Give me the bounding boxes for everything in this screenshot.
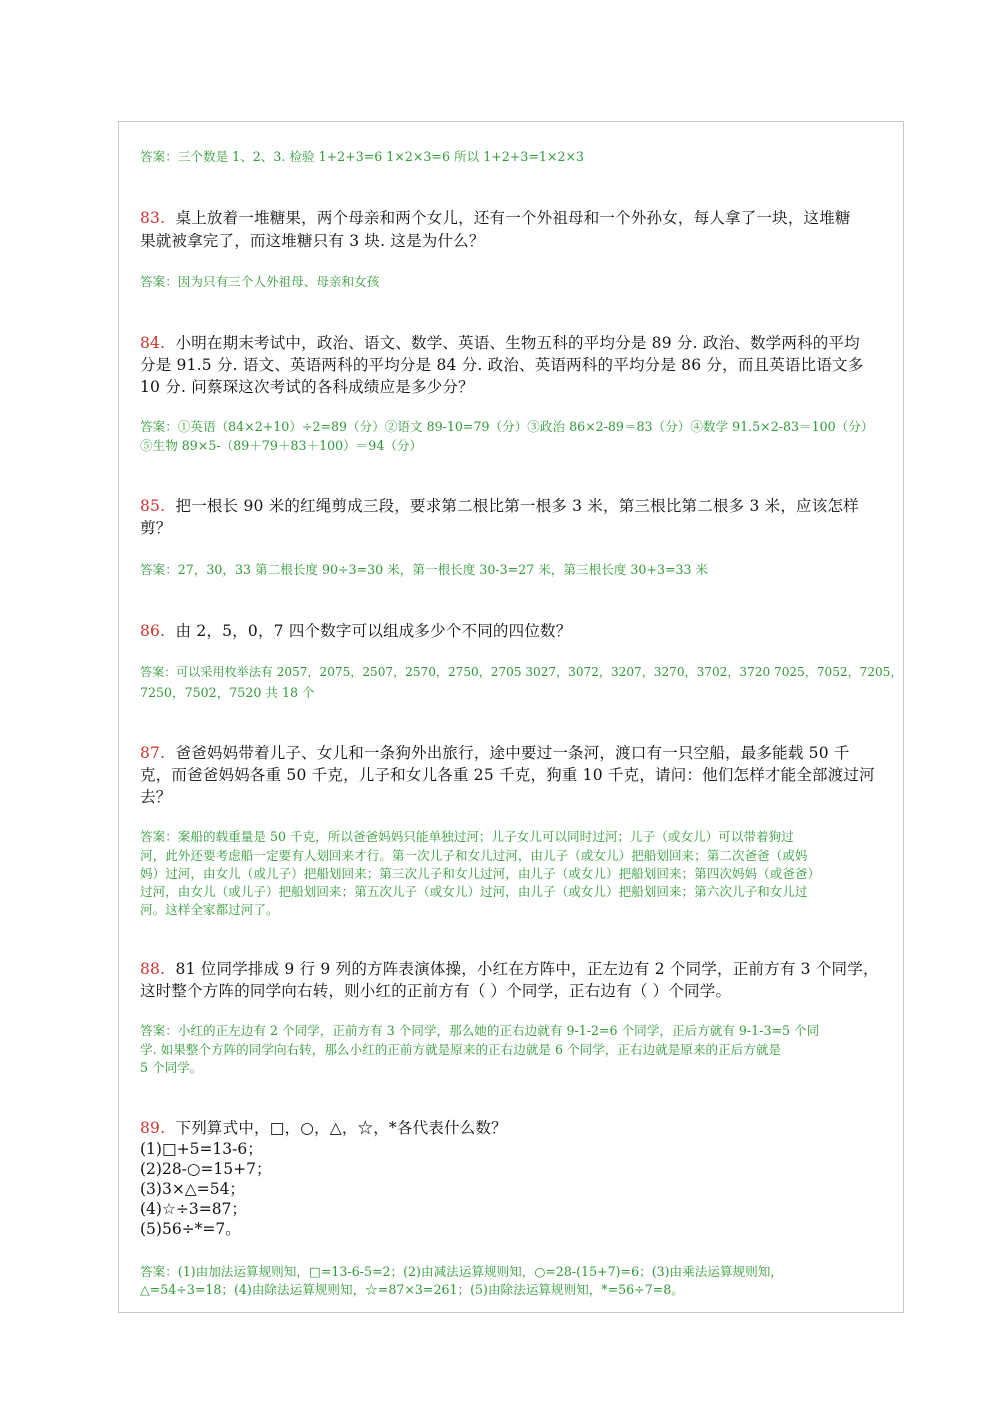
answer-line: 河。这样全家都过河了。 (140, 902, 279, 917)
question-line: 去？ (140, 788, 172, 806)
equation-line: (5)56÷*=7。 (140, 1220, 241, 1238)
answer-line: △=54÷3=18；(4)由除法运算规则知，☆=87×3=261；(5)由除法运算规则知，*=56÷7=8。 (140, 1282, 684, 1297)
answer-line: 河，此外还要考虑船一定要有人划回来才行。第一次儿子和女儿过河，由儿子（或女儿）把船划回来；第二次爸爸（或妈 (140, 848, 808, 863)
answer-line: 答案：27，30，33 第二根长度 90÷3=30 米，第一根长度 30-3=27 米，第三根长度 30+3=33 米 (140, 562, 709, 577)
answer-line: 答案：案船的载重量是 50 千克，所以爸爸妈妈只能单独过河；儿子女儿可以同时过河；儿子（或女儿）可以带着狗过 (140, 829, 794, 844)
question-line: 10 分. 问蔡琛这次考试的各科成绩应是多少分？ (140, 378, 474, 396)
answer-line: 答案：(1)由加法运算规则知，□=13-6-5=2；(2)由减法运算规则知，○=28-(15+7)=6；(3)由乘法运算规则知， (140, 1264, 783, 1279)
question-line: 88. 81 位同学排成 9 行 9 列的方阵表演体操，小红在方阵中，正左边有 2 个同学，正前方有 3 个同学， (140, 960, 879, 978)
question-number: 86. (140, 622, 166, 640)
answer-line: ⑤生物 89×5-（89＋79＋83＋100）＝94（分） (140, 438, 423, 453)
question-line: 86. 由 2，5，0，7 四个数字可以组成多少个不同的四位数？ (140, 622, 572, 640)
question-number: 83. (140, 209, 166, 227)
answer-line: 答案：①英语（84×2+10）÷2=89（分）②语文 89-10=79（分）③政治 86×2-89＝83（分）④数学 91.5×2-83＝100（分） (140, 419, 874, 434)
question-number: 85. (140, 497, 166, 515)
equation-line: (2)28-○=15+7； (140, 1160, 272, 1178)
equation-line: (1)□+5=13-6； (140, 1140, 263, 1158)
answer-line: 妈）过河，由女儿（或儿子）把船划回来；第三次儿子和女儿过河，由儿子（或女儿）把船划回来；第四次妈妈（或爸爸） (140, 866, 821, 881)
question-line: 果就被拿完了，而这堆糖只有 3 块. 这是为什么？ (140, 232, 485, 250)
answer-line: 7250，7502，7520 共 18 个 (140, 685, 315, 700)
question-number: 89. (140, 1119, 166, 1137)
question-line: 83. 桌上放着一堆糖果，两个母亲和两个女儿，还有一个外祖母和一个外孙女，每人拿了一块，这堆糖 (140, 209, 851, 227)
question-number: 88. (140, 960, 166, 978)
question-line: 这时整个方阵的同学向右转，则小红的正前方有（ ）个同学，正右边有（ ）个同学。 (140, 982, 732, 1000)
answer-line: 学. 如果整个方阵的同学向右转，那么小红的正前方就是原来的正右边就是 6 个同学，正右边就是原来的正后方就是 (140, 1042, 782, 1057)
equation-line: (3)3×△=54； (140, 1180, 245, 1198)
question-line: 分是 91.5 分. 语文、英语两科的平均分是 84 分. 政治、英语两科的平均分是 86 分，而且英语比语文多 (140, 356, 864, 374)
answer-line: 过河，由女儿（或儿子）把船划回来；第五次儿子（或女儿）过河，由儿子（或女儿）把船划回来；第六次儿子和女儿过 (140, 884, 808, 899)
question-line: 85. 把一根长 90 米的红绳剪成三段，要求第二根比第一根多 3 米，第三根比第二根多 3 米，应该怎样 (140, 497, 859, 515)
question-number: 84. (140, 334, 166, 352)
answer-line: 答案：可以采用枚举法有 2057，2075，2507，2570，2750，2705 3027，3072，3207，3270，3702，3720 7025，7052，7205， (140, 665, 903, 679)
question-line: 89. 下列算式中，□，○，△，☆，*各代表什么数？ (140, 1119, 507, 1137)
answer-line: 答案：小红的正左边有 2 个同学，正前方有 3 个同学，那么她的正右边就有 9-1-2=6 个同学，正后方就有 9-1-3=5 个同 (140, 1023, 820, 1038)
answer-line: 答案：三个数是 1、2、3. 检验 1+2+3=6 1×2×3=6 所以 1+2+3=1×2×3 (140, 149, 585, 164)
answer-line: 5 个同学。 (140, 1060, 203, 1075)
question-line: 剪？ (140, 519, 172, 537)
question-line: 克，而爸爸妈妈各重 50 千克，儿子和女儿各重 25 千克，狗重 10 千克，请问：他们怎样才能全部渡过河 (140, 766, 875, 784)
answer-line: 答案：因为只有三个人外祖母、母亲和女孩 (140, 274, 380, 289)
question-line: 87. 爸爸妈妈带着儿子、女儿和一条狗外出旅行，途中要过一条河，渡口有一只空船，最多能载 50 千 (140, 744, 850, 762)
question-number: 87. (140, 744, 166, 762)
equation-line: (4)☆÷3=87； (140, 1200, 247, 1218)
question-line: 84. 小明在期末考试中，政治、语文、数学、英语、生物五科的平均分是 89 分. 政治、数学两科的平均 (140, 334, 860, 352)
